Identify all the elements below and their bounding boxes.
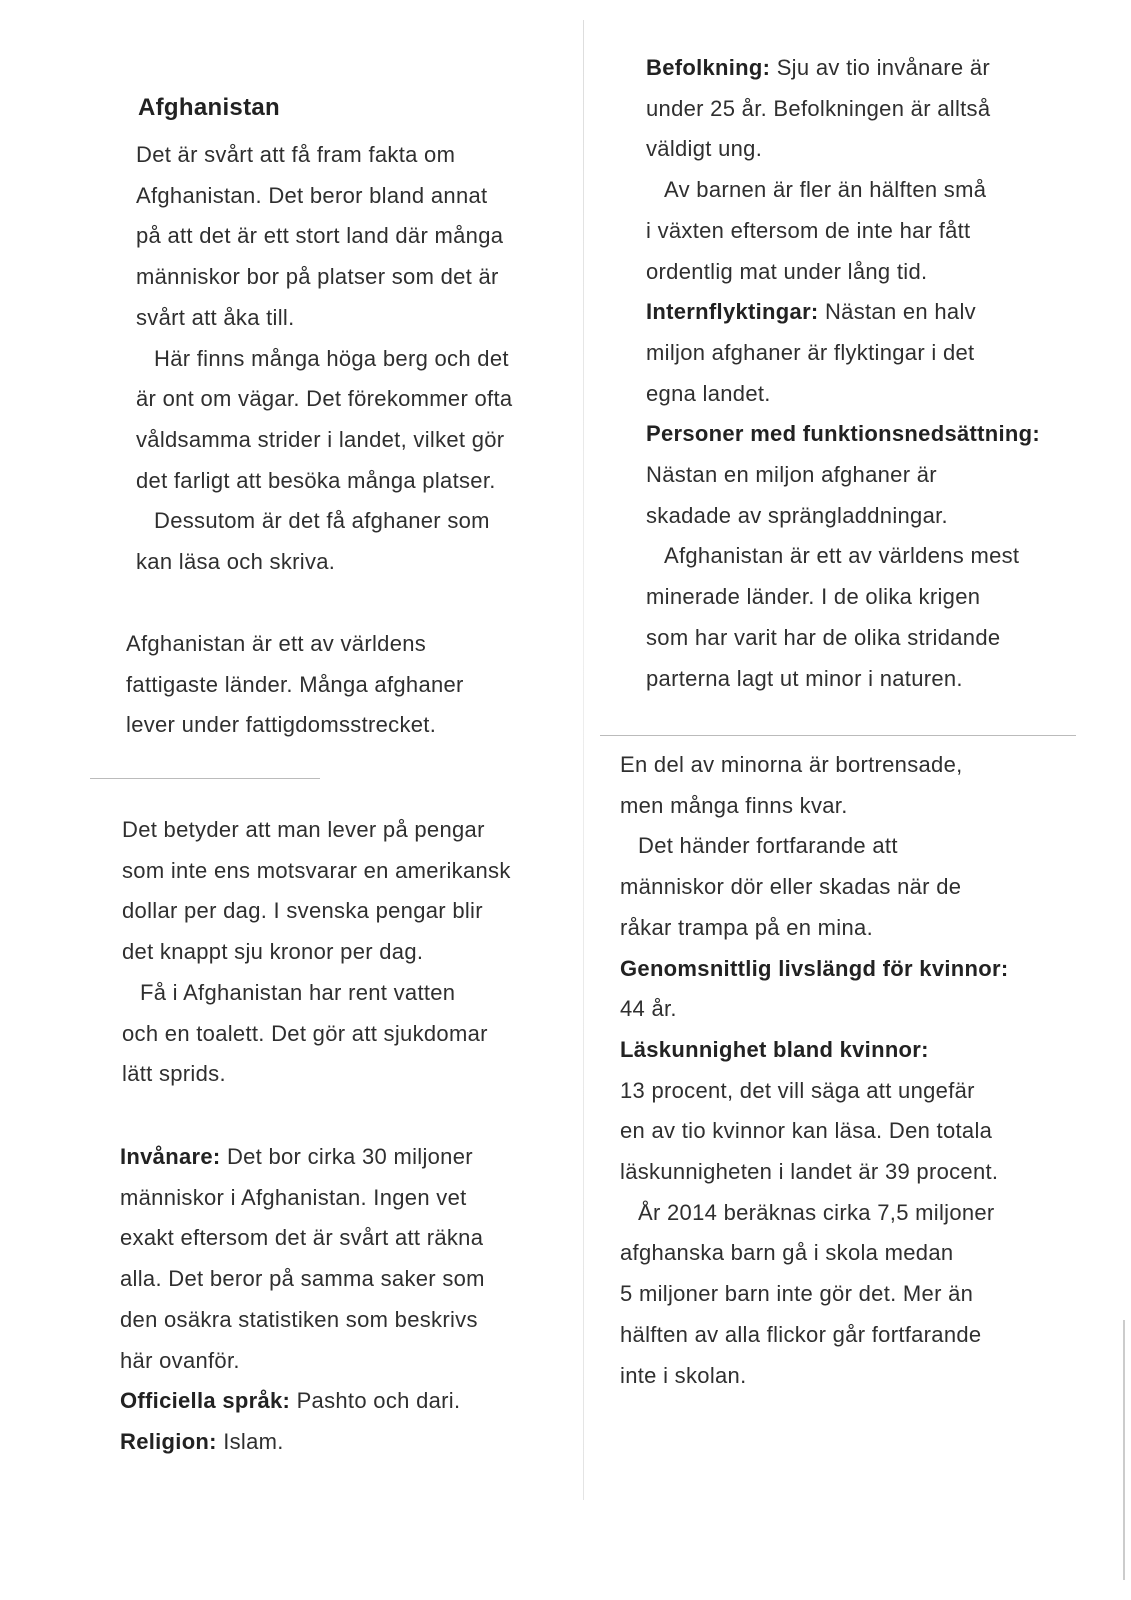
line-text: i växten eftersom de inte har fått [646, 217, 971, 243]
line-text: Nästan en miljon afghaner är [646, 462, 937, 488]
line-text: men många finns kvar. [620, 792, 848, 818]
page-fold [583, 20, 584, 1500]
line-text: kan läsa och skriva. [136, 549, 336, 575]
text-line [620, 1233, 1009, 1274]
text-line [122, 932, 511, 973]
line-text: dollar per dag. I svenska pengar blir [122, 898, 483, 924]
line-text: 5 miljoner barn inte gör det. Mer än [620, 1281, 974, 1307]
text-line [122, 851, 511, 892]
line-text: som inte ens motsvarar en amerikansk [122, 857, 511, 883]
line-text: skadade av sprängladdningar. [646, 502, 948, 528]
line-text: är ont om vägar. Det förekommer ofta [136, 386, 513, 412]
text-line [620, 908, 1009, 949]
text-line [646, 48, 1040, 89]
line-text: människor dör eller skadas när de [620, 874, 962, 900]
line-text: läskunnigheten i landet är 39 procent. [620, 1159, 999, 1185]
bold-label: Officiella språk: [120, 1388, 291, 1414]
bold-label: Genomsnittlig livslängd för kvinnor: [620, 955, 1009, 981]
line-text: väldigt ung. [646, 136, 763, 162]
text-line [122, 1014, 511, 1055]
text-line [136, 298, 512, 339]
line-text: det knappt sju kronor per dag. [122, 939, 424, 965]
text-line [620, 745, 1009, 786]
text-line [646, 618, 1040, 659]
line-text: våldsamma strider i landet, vilket gör [136, 426, 505, 452]
text-line [136, 257, 512, 298]
line-text: under 25 år. Befolkningen är alltså [646, 95, 991, 121]
text-line [620, 867, 1009, 908]
line-text: hälften av alla flickor går fortfarande [620, 1321, 982, 1347]
divider [600, 735, 1076, 736]
text-line [646, 659, 1040, 700]
line-text: miljon afghaner är flyktingar i det [646, 339, 975, 365]
text-line [620, 949, 1009, 990]
line-text: lever under fattigdomsstrecket. [126, 712, 437, 738]
line-text: alla. Det beror på samma saker som [120, 1266, 485, 1292]
text-line [126, 705, 464, 746]
bold-label: Invånare: [120, 1144, 221, 1169]
text-line [646, 496, 1040, 537]
line-text: En del av minorna är bortrensade, [620, 752, 963, 777]
line-text: Nästan en halv [818, 299, 976, 325]
bold-label: Internflyktingar: [646, 299, 819, 325]
line-text: exakt eftersom det är svårt att räkna [120, 1225, 484, 1251]
text-line [620, 786, 1009, 827]
line-text: lätt sprids. [122, 1061, 226, 1087]
left-block-intro [136, 135, 512, 583]
text-line [120, 1422, 485, 1463]
left-block-facts [120, 1137, 485, 1463]
text-line [136, 542, 512, 583]
text-line [120, 1381, 485, 1422]
line-text: här ovanför. [120, 1347, 240, 1373]
line-text: på att det är ett stort land där många [136, 223, 504, 249]
line-text: som har varit har de olika stridande [646, 624, 1001, 650]
scan-edge [1123, 1320, 1125, 1580]
text-line [620, 1193, 1009, 1234]
line-text: Av barnen är fler än hälften små [664, 177, 987, 203]
text-line [620, 1030, 1009, 1071]
line-text: ordentlig mat under lång tid. [646, 258, 928, 284]
text-line [136, 176, 512, 217]
line-text: den osäkra statistiken som beskrivs [120, 1306, 478, 1332]
bold-label: Personer med funktionsnedsättning: [646, 421, 1041, 447]
line-text: Dessutom är det få afghaner som [154, 508, 490, 534]
text-line [646, 170, 1040, 211]
line-text: minerade länder. I de olika krigen [646, 584, 981, 610]
text-line [646, 89, 1040, 130]
text-line [646, 333, 1040, 374]
bold-label: Läskunnighet bland kvinnor: [620, 1036, 929, 1062]
line-text: människor i Afghanistan. Ingen vet [120, 1184, 467, 1210]
text-line [620, 1315, 1009, 1356]
line-text: Sju av tio invånare är [770, 55, 990, 80]
text-line [136, 216, 512, 257]
right-block-mines [620, 745, 1009, 1396]
text-line [120, 1300, 485, 1341]
bold-label: Religion: [120, 1428, 217, 1454]
text-line [620, 1071, 1009, 1112]
text-line [136, 420, 512, 461]
article-title: Afghanistan [138, 94, 280, 121]
line-text: Afghanistan är ett av världens [126, 631, 427, 656]
text-line [136, 501, 512, 542]
text-line [126, 624, 464, 665]
text-line [620, 1274, 1009, 1315]
line-text: Här finns många höga berg och det [154, 345, 509, 371]
line-text: svårt att åka till. [136, 304, 295, 330]
line-text: en av tio kvinnor kan läsa. Den totala [620, 1118, 993, 1144]
line-text: Afghanistan är ett av världens mest [664, 543, 1020, 569]
text-line [620, 826, 1009, 867]
line-text: 13 procent, det vill säga att ungefär [620, 1077, 975, 1103]
line-text: Pashto och dari. [290, 1388, 461, 1414]
text-line [136, 379, 512, 420]
bold-label: Befolkning: [646, 55, 771, 80]
line-text: råkar trampa på en mina. [620, 914, 873, 940]
text-line [122, 891, 511, 932]
text-line [646, 292, 1040, 333]
text-line [646, 536, 1040, 577]
line-text: och en toalett. Det gör att sjukdomar [122, 1020, 488, 1046]
right-block-population [646, 48, 1040, 699]
line-text: Få i Afghanistan har rent vatten [140, 979, 456, 1005]
text-line [646, 252, 1040, 293]
text-line [620, 989, 1009, 1030]
line-text: År 2014 beräknas cirka 7,5 miljoner [638, 1199, 995, 1225]
line-text: Det betyder att man lever på pengar [122, 817, 485, 842]
text-line [646, 455, 1040, 496]
text-line [620, 1152, 1009, 1193]
text-line [122, 973, 511, 1014]
line-text: Det är svårt att få fram fakta om [136, 142, 456, 167]
left-block-poverty [126, 624, 464, 746]
left-block-money [122, 810, 511, 1095]
line-text: inte i skolan. [620, 1362, 747, 1388]
line-text: människor bor på platser som det är [136, 264, 499, 290]
line-text: Det bor cirka 30 miljoner [220, 1144, 473, 1169]
line-text: parterna lagt ut minor i naturen. [646, 665, 963, 691]
text-line [122, 810, 511, 851]
text-line [646, 414, 1040, 455]
text-line [646, 374, 1040, 415]
line-text: Afghanistan. Det beror bland annat [136, 182, 488, 208]
text-line [120, 1341, 485, 1382]
divider [90, 778, 320, 779]
text-line [126, 665, 464, 706]
line-text: det farligt att besöka många platser. [136, 467, 496, 493]
line-text: 44 år. [620, 996, 677, 1022]
text-line [136, 461, 512, 502]
line-text: Det händer fortfarande att [638, 833, 898, 859]
line-text: egna landet. [646, 380, 771, 406]
left-title-block [138, 88, 280, 129]
text-line [646, 129, 1040, 170]
line-text: fattigaste länder. Många afghaner [126, 671, 464, 697]
text-line [136, 339, 512, 380]
line-text: afghanska barn gå i skola medan [620, 1240, 954, 1266]
text-line [120, 1137, 485, 1178]
text-line [620, 1356, 1009, 1397]
text-line [646, 211, 1040, 252]
text-line [120, 1259, 485, 1300]
text-line [122, 1054, 511, 1095]
text-line [136, 135, 512, 176]
text-line [120, 1178, 485, 1219]
text-line [620, 1111, 1009, 1152]
text-line [120, 1218, 485, 1259]
line-text: Islam. [216, 1428, 284, 1454]
text-line [646, 577, 1040, 618]
